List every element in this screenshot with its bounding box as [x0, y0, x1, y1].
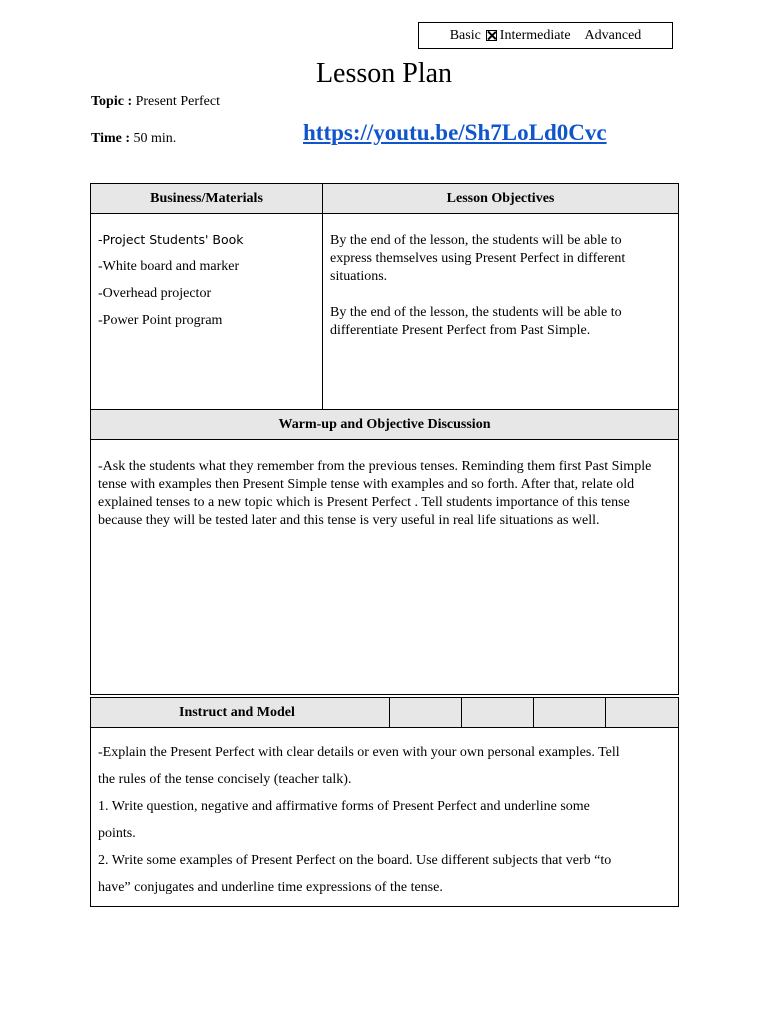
checked-box-icon	[486, 30, 497, 41]
instruct-column-divider	[389, 697, 390, 728]
instruct-header: Instruct and Model	[179, 704, 295, 720]
instruct-line: have” conjugates and underline time expressions of the tense.	[98, 880, 443, 895]
instruct-line: the rules of the tense concisely (teacher talk).	[98, 772, 352, 787]
material-item: -Power Point program	[98, 313, 223, 328]
instruct-column-divider	[605, 697, 606, 728]
instruct-column-divider	[533, 697, 534, 728]
objective-text: By the end of the lesson, the students will be able to differentiate Present Perfect from Past Simple.	[330, 305, 622, 338]
level-intermediate: Intermediate	[499, 27, 571, 43]
topic-value: Present Perfect	[135, 94, 220, 109]
instruct-line: points.	[98, 826, 136, 841]
time-line	[91, 131, 176, 147]
warmup-section	[90, 409, 679, 695]
instruct-header-row	[90, 697, 679, 728]
instruct-line: 1. Write question, negative and affirmative forms of Present Perfect and underline some	[98, 799, 590, 814]
instruct-line: -Explain the Present Perfect with clear details or even with your own personal examples. Tell	[98, 745, 620, 760]
level-advanced: Advanced	[584, 27, 642, 43]
table1-divider	[322, 213, 323, 409]
instruct-line: 2. Write some examples of Present Perfect on the board. Use different subjects that verb “to	[98, 853, 612, 868]
topic-label: Topic :	[91, 94, 133, 109]
time-label: Time :	[91, 131, 131, 146]
time-value: 50 min.	[133, 131, 177, 146]
instruct-column-divider	[461, 697, 462, 728]
objective-text: By the end of the lesson, the students will be able to express themselves using Present Perfect in different situations.	[330, 233, 626, 284]
materials-header: Business/Materials	[90, 183, 323, 214]
level-basic: Basic	[449, 27, 481, 43]
objectives-header: Lesson Objectives	[322, 183, 679, 214]
material-item: -White board and marker	[98, 259, 240, 274]
warmup-text: -Ask the students what they remember from the previous tenses. Reminding them first Past Simple tense with examples then Present Simple tense with examples and so forth. After that, relate old explained tenses to a new topic which is Present Perfect . Tell students importance of this tense because they will be tested later and this tense is very useful in real life situations as well.	[98, 459, 652, 528]
topic-line	[91, 94, 220, 110]
warmup-header: Warm-up and Objective Discussion	[90, 409, 679, 440]
page-title: Lesson Plan	[315, 58, 453, 89]
material-item: -Overhead projector	[98, 286, 212, 301]
level-selector	[418, 22, 673, 49]
material-item: -Project Students' Book	[98, 232, 244, 247]
video-link[interactable]: https://youtu.be/Sh7LoLd0Cvc	[303, 120, 607, 145]
